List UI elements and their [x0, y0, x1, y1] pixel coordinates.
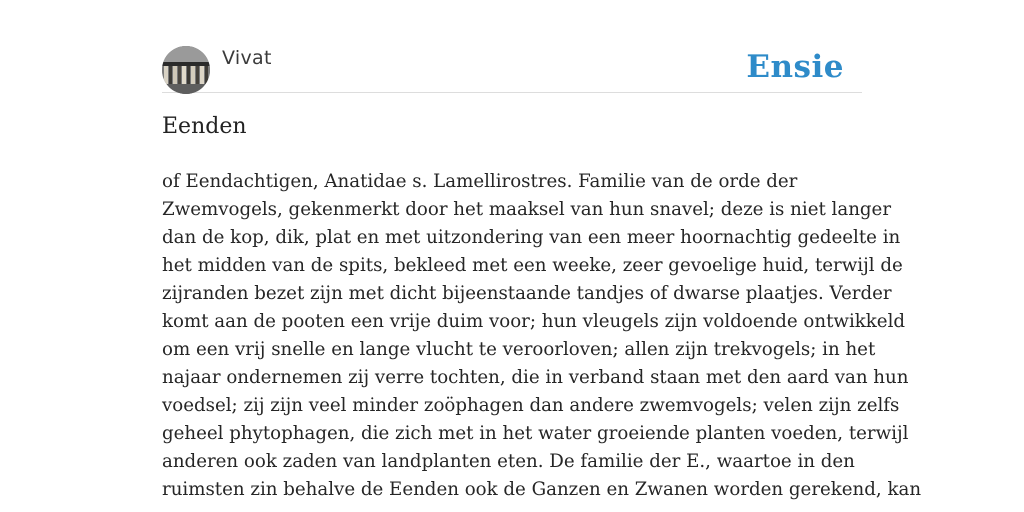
body-line: Zwemvogels, gekenmerkt door het maaksel van hun snavel; deze is niet langer: [162, 199, 892, 220]
body-line: zijranden bezet zijn met dicht bijeenstaande tandjes of dwarse plaatjes. Verder: [162, 283, 892, 304]
body-line: om een vrij snelle en lange vlucht te veroorloven; allen zijn trekvogels; in het: [162, 339, 876, 360]
body-line: dan de kop, dik, plat en met uitzondering van een meer hoornachtig gedeelte in: [162, 227, 901, 248]
book-spines-avatar-icon: [162, 46, 210, 94]
body-line: het midden van de spits, bekleed met een weeke, zeer gevoelige huid, terwijl de: [162, 255, 903, 276]
body-line: ruimsten zin behalve de Eenden ook de Ganzen en Zwanen worden gerekend, kan: [162, 479, 922, 500]
article-title: Eenden: [162, 114, 247, 139]
body-line: geheel phytophagen, die zich met in het water groeiende planten voeden, terwijl: [162, 423, 909, 444]
header: [162, 46, 862, 93]
brand-logo[interactable]: Ensie: [746, 49, 844, 85]
body-line: of Eendachtigen, Anatidae s. Lamellirostres. Familie van de orde der: [162, 171, 798, 192]
body-line: komt aan de pooten een vrije duim voor; hun vleugels zijn voldoende ontwikkeld: [162, 311, 906, 332]
source-name[interactable]: Vivat: [222, 47, 272, 69]
body-line: najaar ondernemen zij verre tochten, die in verband staan met den aard van hun: [162, 367, 909, 388]
article-body: [162, 168, 922, 504]
body-line: voedsel; zij zijn veel minder zoöphagen dan andere zwemvogels; velen zijn zelfs: [162, 395, 900, 416]
source-avatar[interactable]: [162, 46, 210, 94]
body-line: anderen ook zaden van landplanten eten. De familie der E., waartoe in den: [162, 451, 855, 472]
